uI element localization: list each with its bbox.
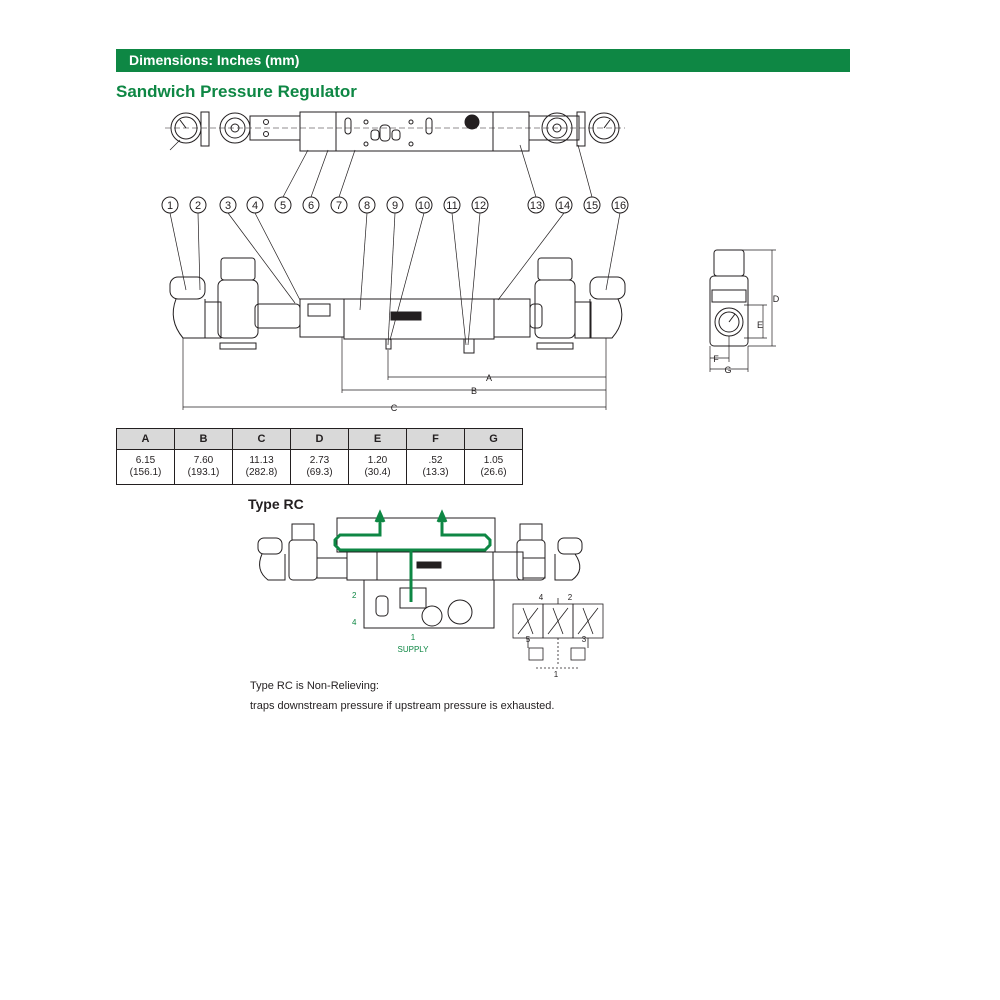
callout-8: 8: [363, 200, 371, 212]
top-view: [165, 112, 625, 151]
table-row: [117, 450, 523, 485]
callout-15: 15: [585, 200, 599, 212]
callout-7: 7: [335, 200, 343, 212]
callout-14: 14: [557, 200, 571, 212]
header-a: A: [117, 429, 175, 450]
value-e: 1.20 (30.4): [349, 450, 407, 485]
header-f: F: [407, 429, 465, 450]
value-c: 11.13 (282.8): [233, 450, 291, 485]
symbol-port-1: 1: [553, 670, 559, 679]
port-4-label: 4: [352, 618, 357, 627]
symbol-port-4: 4: [538, 593, 544, 602]
callout-11: 11: [446, 200, 458, 212]
front-dimension-lines: [183, 337, 606, 410]
value-b: 7.60 (193.1): [175, 450, 233, 485]
type-rc-note-line1: Type RC is Non-Relieving:: [250, 680, 379, 692]
dim-e-label: E: [756, 320, 764, 330]
supply-number: 1: [410, 633, 416, 642]
callout-2: 2: [194, 200, 202, 212]
dim-b-label: B: [470, 386, 478, 396]
supply-label: SUPPLY: [397, 645, 429, 654]
header-c: C: [233, 429, 291, 450]
callout-16: 16: [613, 200, 627, 212]
callout-3: 3: [224, 200, 232, 212]
dimensions-table: [116, 428, 523, 485]
value-a: 6.15 (156.1): [117, 450, 175, 485]
dim-c-label: C: [390, 403, 398, 413]
callout-12: 12: [473, 200, 487, 212]
type-rc-drawing: [258, 518, 582, 628]
dim-f-label: F: [713, 354, 719, 364]
dim-d-label: D: [772, 294, 780, 304]
value-f: .52 (13.3): [407, 450, 465, 485]
header-e: E: [349, 429, 407, 450]
callout-10: 10: [417, 200, 431, 212]
front-view: [170, 258, 625, 353]
symbol-port-2: 2: [567, 593, 573, 602]
callout-1: 1: [166, 200, 174, 212]
callout-4: 4: [251, 200, 259, 212]
table-header-row: [117, 429, 523, 450]
header-b: B: [175, 429, 233, 450]
callout-5: 5: [279, 200, 287, 212]
dimension-letters: [391, 294, 780, 413]
type-rc-note-line2: traps downstream pressure if upstream pressure is exhausted.: [250, 700, 555, 712]
port-2-label: 2: [352, 591, 357, 600]
flow-path: [335, 513, 490, 602]
callout-9: 9: [391, 200, 399, 212]
header-g: G: [465, 429, 523, 450]
value-d: 2.73 (69.3): [291, 450, 349, 485]
symbol-port-3: 3: [581, 635, 587, 644]
side-view: [710, 250, 776, 372]
dim-a-label: A: [485, 373, 493, 383]
symbol-port-5: 5: [525, 635, 531, 644]
dimensions-banner: Dimensions: Inches (mm): [116, 49, 850, 72]
callout-13: 13: [529, 200, 543, 212]
type-rc-heading: Type RC: [248, 496, 304, 512]
callout-6: 6: [307, 200, 315, 212]
valve-symbol: [513, 598, 603, 668]
header-d: D: [291, 429, 349, 450]
page-title: Sandwich Pressure Regulator: [116, 82, 357, 101]
value-g: 1.05 (26.6): [465, 450, 523, 485]
dim-g-label: G: [724, 365, 732, 375]
